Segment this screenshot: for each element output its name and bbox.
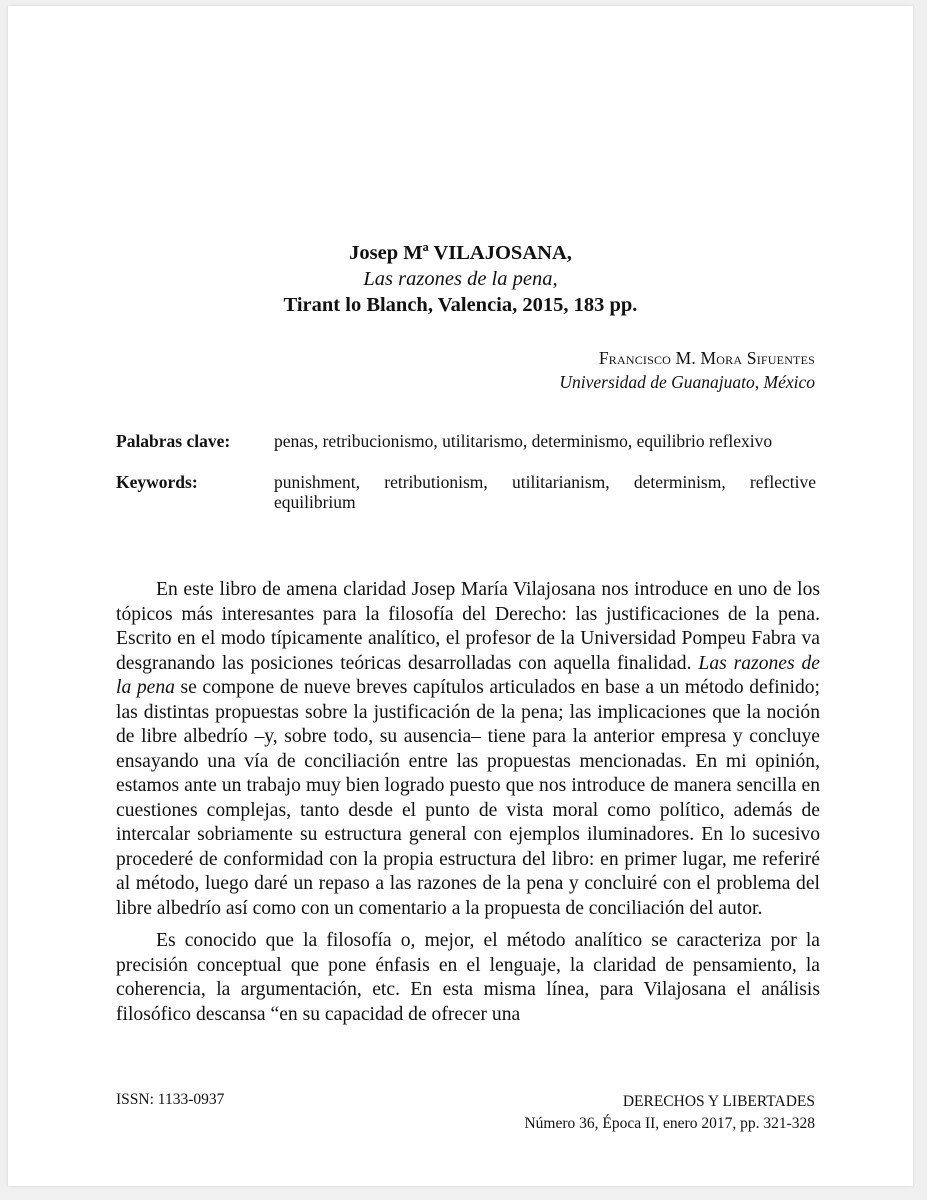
keywords-english [116,472,816,512]
keywords-en-label: Keywords: [116,472,198,492]
reviewer-affiliation: Universidad de Guanajuato, México [559,372,815,392]
review-title [8,240,913,318]
footer-journal-name: DERECHOS Y LIBERTADES [622,1093,815,1110]
keywords-es-terms: penas, retribucionismo, utilitarismo, determinismo, equilibrio reflexivo [274,431,773,451]
keywords-spanish [116,431,816,451]
keywords-en-terms: punishment, retributionism, utilitarianism, determinism, reflective equilibrium [274,472,816,512]
footer-issn: ISSN: 1133-0937 [116,1091,225,1108]
paragraph-1-start: En este libro de amena claridad Josep María Vilajosana nos introduce en uno de los tópicos más interesantes para la filosofía del Derecho: las justificaciones de la pena. Escrito en el modo típicamente analítico, el profesor de la Universidad Pompeu Fabra va desgranando las posiciones teóricas desarrolladas con aquella finalidad. [116,579,820,674]
reviewer-name: Francisco M. Mora Sifuentes [598,348,815,368]
paragraph-1-book-title: Las razones de la pena [116,652,821,698]
book-publication-info: Tirant lo Blanch, Valencia, 2015, 183 pp. [283,294,638,316]
reviewer-block [559,346,815,394]
document-page [8,6,913,1186]
footer-issue-info: Número 36, Época II, enero 2017, pp. 321-328 [524,1115,815,1132]
footer-journal-info [524,1091,815,1135]
paragraph-2: Es conocido que la filosofía o, mejor, el método analítico se caracteriza por la precisión conceptual que pone énfasis en el lenguaje, la claridad de pensamiento, la coherencia, la argumentación, etc. En esta misma línea, para Vilajosana el análisis filosófico descansa “en su capacidad de ofrecer una [116,930,820,1025]
paragraph-1 [116,578,820,921]
book-title: Las razones de la pena, [363,268,558,290]
keywords-es-label: Palabras clave: [116,431,231,451]
review-body [116,578,820,1027]
paragraph-1-end: se compone de nueve breves capítulos articulados en base a un método definido; las distintas propuestas sobre la justificación de la pena; las implicaciones que la noción de libre albedrío –y, sobre todo, su ausencia– tiene para la anterior empresa y concluye ensayando una vía de conciliación entre las propuestas mencionadas. En mi opinión, estamos ante un trabajo muy bien logrado puesto que nos introduce de manera sencilla en cuestiones complejas, tanto desde el punto de vista moral como político, además de intercalar sobriamente su estructura general con ejemplos iluminadores. En lo sucesivo procederé de conformidad con la propia estructura del libro: en primer lugar, me referiré al método, luego daré un repaso a las razones de la pena y concluiré con el problema del libre albedrío así como con un comentario a la propuesta de conciliación del autor. [116,677,820,919]
book-author: Josep Mª VILAJOSANA, [349,242,572,264]
